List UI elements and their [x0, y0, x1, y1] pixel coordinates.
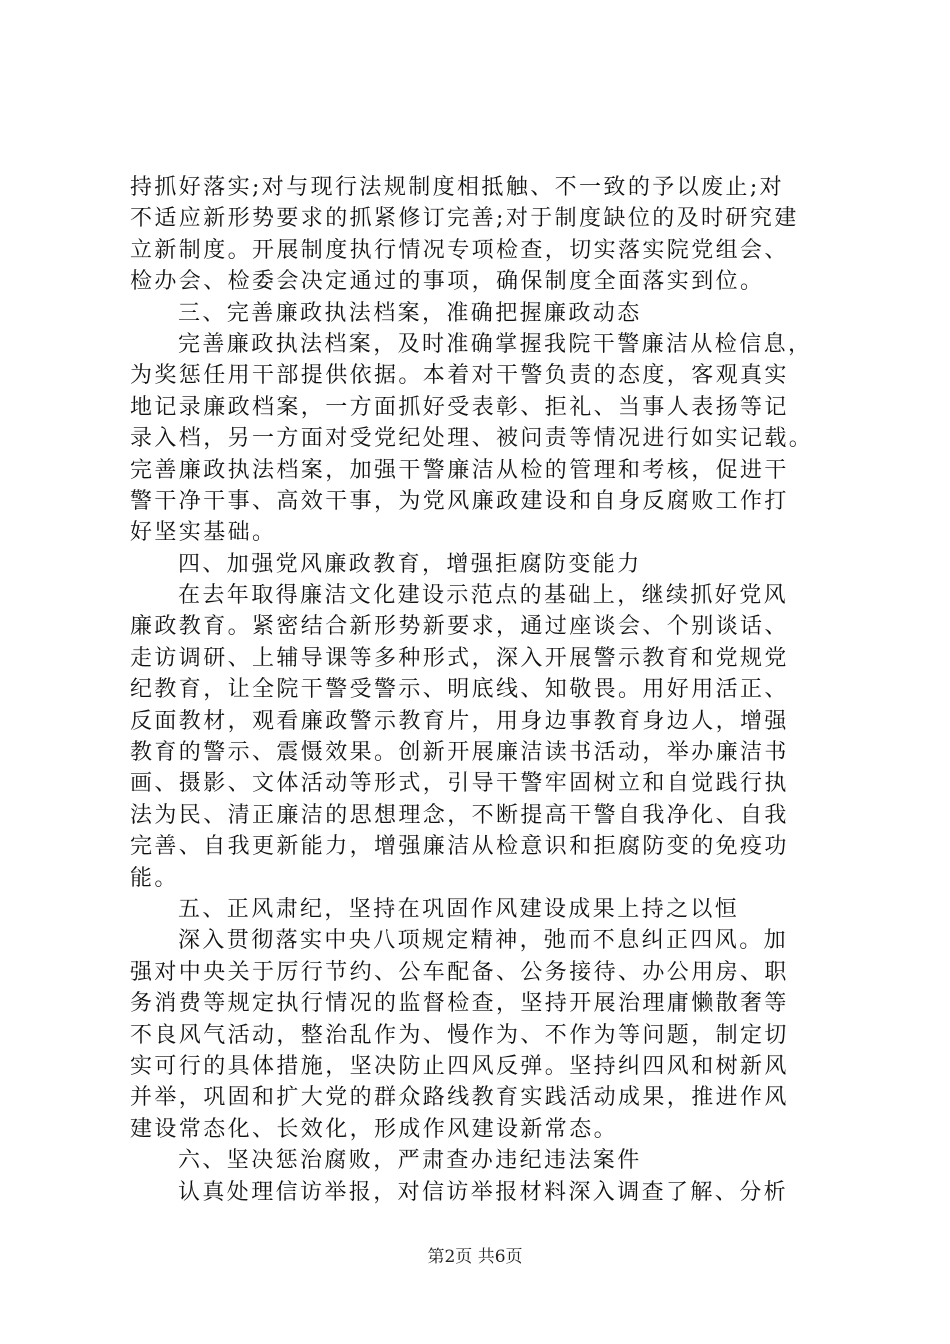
text-line: 反面教材，观看廉政警示教育片，用身边事教育身边人，增强 [130, 708, 789, 734]
text-line: 画、摄影、文体活动等形式，引导干警牢固树立和自觉践行执 [130, 771, 789, 797]
text-line: 建设常态化、长效化，形成作风建设新常态。 [130, 1116, 619, 1142]
text-line: 检办会、检委会决定通过的事项，确保制度全面落实到位。 [130, 269, 765, 295]
text-line: 好坚实基础。 [130, 520, 277, 546]
text-line: 不良风气活动，整治乱作为、慢作为、不作为等问题，制定切 [130, 1022, 789, 1048]
text-line: 认真处理信访举报，对信访举报材料深入调查了解、分析 [178, 1179, 789, 1205]
text-line: 六、坚决惩治腐败，严肃查办违纪违法案件 [178, 1148, 642, 1174]
text-line: 立新制度。开展制度执行情况专项检查，切实落实院党组会、 [130, 237, 789, 263]
text-line: 地记录廉政档案，一方面抓好受表彰、拒礼、当事人表扬等记 [130, 394, 789, 420]
text-line: 强对中央关于厉行节约、公车配备、公务接待、办公用房、职 [130, 959, 789, 985]
text-line: 警干净干事、高效干事，为党风廉政建设和自身反腐败工作打 [130, 488, 789, 514]
text-line: 四、加强党风廉政教育，增强拒腐防变能力 [178, 551, 642, 577]
page-footer: 第2页 共6页 [427, 1247, 523, 1267]
text-line: 廉政教育。紧密结合新形势新要求，通过座谈会、个别谈话、 [130, 614, 789, 640]
text-line: 持抓好落实;对与现行法规制度相抵触、不一致的予以废止;对 [130, 175, 785, 200]
text-line: 完善廉政执法档案，及时准确掌握我院干警廉洁从检信息， [178, 331, 813, 357]
text-line: 在去年取得廉洁文化建设示范点的基础上，继续抓好党风 [178, 583, 789, 609]
text-line: 五、正风肃纪，坚持在巩固作风建设成果上持之以恒 [178, 896, 740, 922]
text-line: 为奖惩任用干部提供依据。本着对干警负责的态度，客观真实 [130, 363, 789, 389]
text-line: 实可行的具体措施，坚决防止四风反弹。坚持纠四风和树新风 [130, 1053, 789, 1079]
text-line: 完善廉政执法档案，加强干警廉洁从检的管理和考核，促进干 [130, 457, 789, 483]
text-line: 录入档，另一方面对受党纪处理、被问责等情况进行如实记载。 [130, 426, 814, 452]
text-line: 能。 [130, 865, 179, 891]
text-line: 完善、自我更新能力，增强廉洁从检意识和拒腐防变的免疫功 [130, 834, 789, 860]
document-body [130, 172, 830, 1208]
text-line: 并举，巩固和扩大党的群众路线教育实践活动成果，推进作风 [130, 1085, 789, 1111]
text-line: 务消费等规定执行情况的监督检查，坚持开展治理庸懒散奢等 [130, 991, 789, 1017]
text-line: 法为民、清正廉洁的思想理念，不断提高干警自我净化、自我 [130, 802, 789, 828]
text-line: 纪教育，让全院干警受警示、明底线、知敬畏。用好用活正、 [130, 677, 789, 703]
text-line: 教育的警示、震慑效果。创新开展廉洁读书活动，举办廉洁书 [130, 740, 789, 766]
text-line: 三、完善廉政执法档案，准确把握廉政动态 [178, 300, 642, 326]
text-line: 走访调研、上辅导课等多种形式，深入开展警示教育和党规党 [130, 645, 789, 671]
text-line: 深入贯彻落实中央八项规定精神，弛而不息纠正四风。加 [178, 928, 789, 954]
text-line: 不适应新形势要求的抓紧修订完善;对于制度缺位的及时研究建 [130, 206, 799, 232]
